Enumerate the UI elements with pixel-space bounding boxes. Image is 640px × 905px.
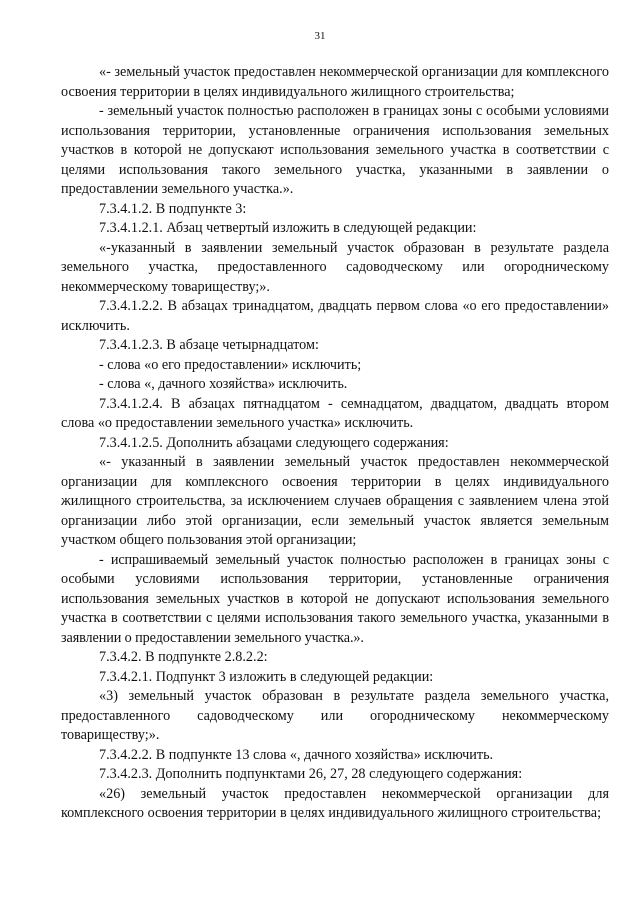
paragraph: 7.3.4.1.2.5. Дополнить абзацами следующего содержания: <box>99 434 449 451</box>
paragraph: 7.3.4.1.2.2. В абзацах тринадцатом, двадцать первом слова «о его предоставлении» исключить. <box>61 298 609 334</box>
paragraph: 7.3.4.2.2. В подпункте 13 слова «, дачного хозяйства» исключить. <box>99 746 494 763</box>
paragraph: - испрашиваемый земельный участок полностью расположен в границах зоны с особыми условиями использования территории, установленные ограничения использования земельных участков в которой не допускают использования земельного участка в соответствии с целями использования такого земельного участка, указанными в заявлении о предоставлении земельного участка.». <box>61 551 609 646</box>
paragraph: - земельный участок полностью расположен в границах зоны с особыми условиями использования территории, установленные ограничения использования земельных участков в которой не допускают использования земельного участка в соответствии с целями использования такого земельного участка, указанными в заявлении о предоставлении земельного участка.». <box>61 103 609 197</box>
paragraph: «26) земельный участок предоставлен некоммерческой организации для комплексного освоения территории в целях индивидуального жилищного строительства; <box>61 785 609 821</box>
paragraph: 7.3.4.2.3. Дополнить подпунктами 26, 27, 28 следующего содержания: <box>99 766 523 782</box>
paragraph: - слова «о его предоставлении» исключить; <box>99 356 362 373</box>
document-body <box>61 63 609 824</box>
paragraph: «-указанный в заявлении земельный участок образован в результате раздела земельного участка, предоставленного садоводческому или огородническому некоммерческому товариществу;». <box>61 239 609 295</box>
paragraph: 7.3.4.1.2.3. В абзаце четырнадцатом: <box>99 337 319 353</box>
paragraph: 7.3.4.1.2. В подпункте 3: <box>99 200 247 217</box>
paragraph: «3) земельный участок образован в результате раздела земельного участка, предоставленного садоводческому или огородническому некоммерческому товариществу;». <box>61 688 609 743</box>
paragraph: «- земельный участок предоставлен некоммерческой организации для комплексного освоения территории в целях индивидуального жилищного строительства; <box>61 64 609 100</box>
paragraph: 7.3.4.2. В подпункте 2.8.2.2: <box>99 649 268 665</box>
paragraph: «- указанный в заявлении земельный участок предоставлен некоммерческой организации для комплексного освоения территории в целях индивидуального жилищного строительства, за исключением случаев обращения с заявлением члена этой организации либо этой организации, если земельный участок является земельным участком общего пользования этой организации; <box>61 454 609 548</box>
paragraph: 7.3.4.2.1. Подпункт 3 изложить в следующей редакции: <box>99 668 434 685</box>
page-number: 31 <box>314 30 326 42</box>
paragraph: - слова «, дачного хозяйства» исключить. <box>99 376 348 392</box>
paragraph: 7.3.4.1.2.1. Абзац четвертый изложить в следующей редакции: <box>99 220 477 236</box>
paragraph: 7.3.4.1.2.4. В абзацах пятнадцатом - семнадцатом, двадцатом, двадцать втором слова «о предоставлении земельного участка» исключить. <box>61 395 609 431</box>
